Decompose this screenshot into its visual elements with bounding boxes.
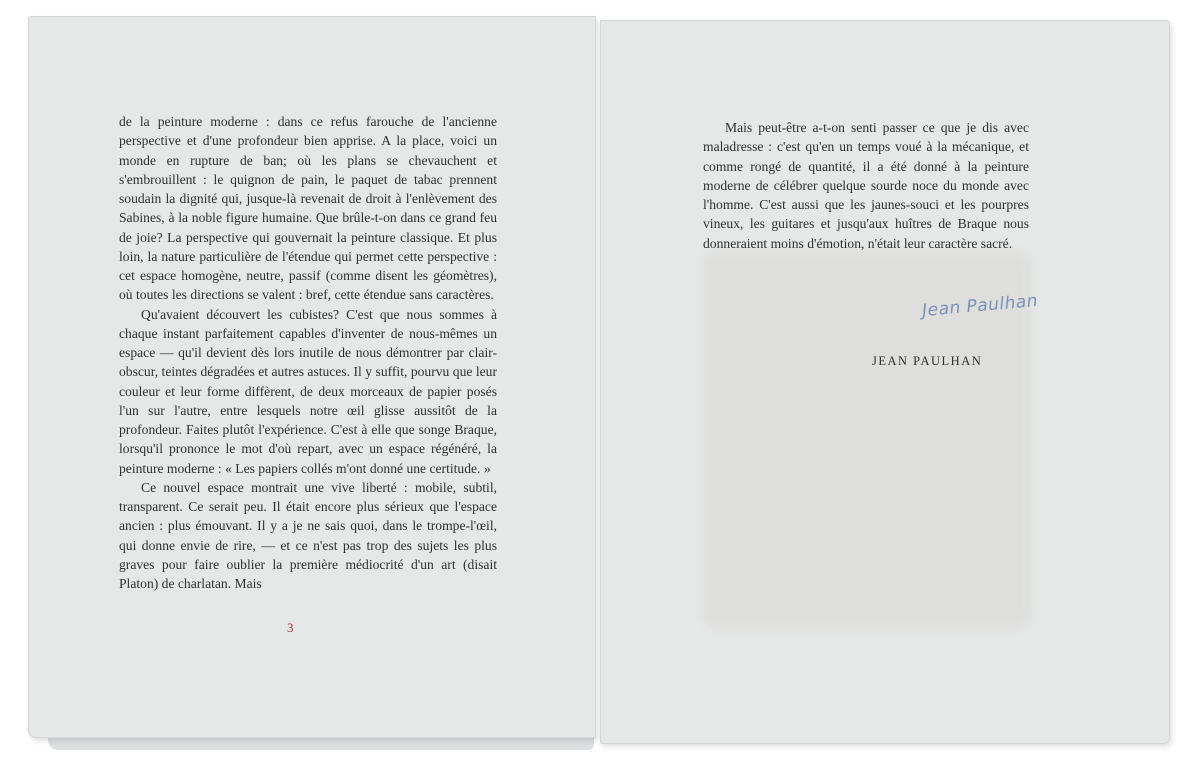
handwritten-signature: Jean Paulhan [921,290,1039,322]
page-number: 3 [287,620,294,635]
left-page-text [119,112,497,593]
paragraph-1: de la peinture moderne : dans ce refus farouche de l'ancienne perspective et d'une profondeur bien apprise. A la place, voici un monde en rupture de ban; où les plans se chevauchent et s'embrouillent : le quignon de pain, le paquet de tabac prennent soudain la dignité qui, jusque-là revenait de droit à l'enlèvement des Sabines, à la noble figure humaine. Que brûle-t-on dans ce grand feu de joie? La perspective qui gouvernait la peinture classique. Et plus loin, la nature particulière de l'étendue qui permet cette perspective : cet espace homogène, neutre, passif (comme disent les géomètres), où toutes les directions se valent : bref, cette étendue sans caractères. [119,114,497,303]
paragraph-3: Ce nouvel espace montrait une vive liberté : mobile, subtil, transparent. Ce serait peu. Il était encore plus sérieux que l'espace ancien : plus émouvant. Il y a je ne sais quoi, dans le trompe-l'œil, qui donne envie de rire, — et ce n'est pas trop des sujets les plus graves pour faire oublier la première médiocrité d'un art (disait Platon) de charlatan. Mais [119,479,497,591]
paragraph-2: Qu'avaient découvert les cubistes? C'est que nous sommes à chaque instant parfaitement capables d'inventer de nous-mêmes un espace — qu'il devient dès lors inutile de nous démontrer par clair-obscur, teintes dégradées et autres astuces. Il y suffit, pourvu que leur couleur et leur forme diffèrent, de deux morceaux de papier posés l'un sur l'autre, entre lesquels notre œil glisse aussitôt de la profondeur. Faites plutôt l'expérience. C'est à elle que songe Braque, lorsqu'il prononce le mot d'où repart, avec un espace régénéré, la peinture moderne : « Les papiers collés m'ont donné une certitude. » [119,306,497,476]
left-page [28,16,596,738]
right-page [600,20,1170,744]
right-page-text [703,118,1029,253]
author-name: JEAN PAULHAN [872,354,983,368]
left-page-edge [48,736,594,750]
closing-paragraph: Mais peut-être a-t-on senti passer ce que je dis avec maladresse : c'est qu'en un temps voué à la mécanique, et comme rongé de quantité, il a été donné à la peinture moderne de célébrer quelque sourde noce du monde avec l'homme. C'est aussi que les jaunes-souci et les pourpres vineux, les guitares et jusqu'aux huîtres de Braque nous donneraient moins d'émotion, n'était leur caractère sacré. [703,120,1029,251]
